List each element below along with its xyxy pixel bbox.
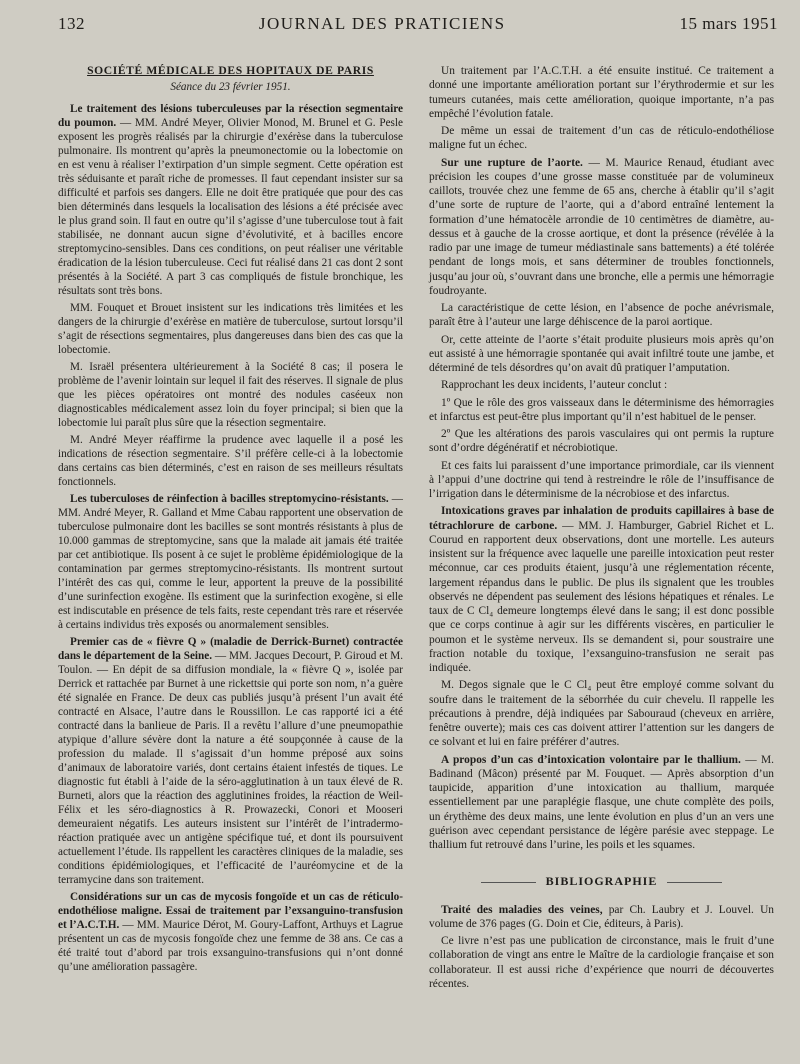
article-paragraph — [429, 753, 774, 853]
left-column — [58, 64, 403, 994]
article-paragraph — [429, 378, 774, 392]
article-text: — M. Maurice Renaud, étudiant avec précision les coupes d’une grosse masse constituée par de volumineux caillots, trouvée chez une femme de 65 ans, cherche à établir qu’il s’agit d’une sorte de rupture de l’aorte, qui a d’abord entraîné lentement la formation d’une hématocèle arrondie de 10 centimètres de diamètre, au-dessus et à gauche de la crosse aortique, et dont la présence (révélée à la radio par une image de tumeur médiastinale sans battements) a été tolérée pendant de longs mois, et sans déterminer de troubles fonctionnels, jusqu’au jour où, s’ouvrant dans une bronche, elle a permis une hémorragie foudroyante. — [429, 156, 774, 297]
article-text: — MM. Jacques Decourt, P. Giroud et M. Toulon. — En dépit de sa diffusion mondiale, la « fièvre Q », isolée par Derrick et rattachée par Burnet à une rickettsie qui porte son nom, n’a guère été signalée en France. De deux cas publiés jusqu’à présent l’un avait été contracté en Alsace, l’autre dans le Roussillon. Le cas rapporté ici a été contracté dans la banlieue de Paris. Il a revêtu l’allure d’une pneumopathie atypique d’allure sévère dont la nature a été soupçonnée à cause de la profession du malade. Il s’agissait d’un homme préposé aux soins d’animaux de laboratoire variés, dont certains étaient infestés de tiques. Le diagnostic fut établi à l’aide de la séro-agglutination à un taux élevé de R. Burneti, alors que la réaction des agglutinines froides, la réaction de Weil-Félix et les séro-diagnostics à R. Prowazecki, Conori et Mooseri demeuraient négatifs. Les auteurs insistent sur l’intérêt de l’intradermo-réaction pratiquée avec un antigène spécifique tué, et dont ils poursuivent actuellement l’étude. Ils rappellent les caractères cliniques de la maladie, ses conditions épidémiologiques, et l’efficacité de l’auréomycine et de la terramycine dans son traitement. — [58, 650, 404, 886]
article-heading: Traité des maladies des veines, — [441, 903, 603, 916]
article-text: 2º Que les altérations des parois vasculaires qui ont permis la rupture sont d’ordre dégénératif et nécrobiotique. — [429, 428, 774, 455]
text-columns — [58, 64, 778, 994]
article-paragraph — [58, 635, 403, 887]
article-heading: Sur une rupture de l’aorte. — [441, 156, 583, 169]
article-paragraph — [429, 124, 774, 153]
article-paragraph — [429, 459, 774, 502]
article-paragraph — [58, 890, 403, 974]
article-text: La caractéristique de cette lésion, en l’absence de poche anévrismale, paraît être à l’auteur une large déhiscence de la paroi aortique. — [429, 302, 774, 329]
article-paragraph — [429, 504, 774, 675]
article-paragraph — [429, 934, 774, 991]
article-text: De même un essai de traitement d’un cas de réticulo-endothéliose maligne fut un échec. — [429, 125, 774, 152]
article-text: 1º Que le rôle des gros vaisseaux dans le déterminisme des hémorragies et infarctus est peut-être plus important qu’il n’est habituel de le penser. — [429, 396, 774, 423]
article-text: — MM. André Meyer, Olivier Monod, M. Brunel et G. Pesle exposent les progrès réalisés par la chirurgie d’exérèse dans la tuberculose pulmonaire. Ils montrent qu’après la pneumonectomie ou la lobectomie on en est venu à réaliser l’extirpation d’un simple segment. Cette opération est très séduisante et paraît riche de promesses. Il faut cependant insister sur sa difficulté et parfois ses dangers. Elle ne doit être pratiquée que pour des cas bien déterminés dans lesquels la localisation des lésions a été précisée avec le plus grand soin. Il faut en outre qu’il s’agisse d’une tuberculose tout à fait stabilisée, ne donnant aucun signe d’évolutivité, et à bacilles encore streptomycino-sensibles. Dans ces conditions, on peut réaliser une véritable éradication de la lésion tuberculeuse. Ceci fut réalisé dans 21 cas dont 2 sont présentés à la Société. A part 3 cas compliqués de fistule bronchique, les résultats sont très bons. — [58, 117, 403, 297]
article-text: par Ch. Laubry et J. Louvel. Un volume de 376 pages (G. Doin et Cie, éditeurs, à Paris). — [429, 903, 774, 930]
right-column — [429, 64, 774, 994]
article-text: — MM. Maurice Dérot, M. Goury-Laffont, Arthuys et Lagrue présentent un cas de mycosis fongoïde chez une femme de 38 ans. Ce cas a été traité tout d’abord par trois exsanguino-transfusions qui n’ont donné qu’une amélioration passagère. — [58, 919, 403, 973]
article-paragraph — [58, 492, 403, 632]
running-header — [58, 14, 778, 34]
article-text: MM. Fouquet et Brouet insistent sur les indications très limitées et les dangers de la chirurgie d’exérèse en matière de tuberculose, surtout lorsqu’il s’agit de résections segmentaires, plus dangereuses dans bien des cas que la lobectomie. — [58, 302, 403, 356]
article-heading: Intoxications graves par inhalation de produits capillaires à base de tétrachlorure de carbone. — [429, 505, 774, 532]
article-paragraph — [429, 333, 774, 376]
article-text: Un traitement par l’A.C.T.H. a été ensuite institué. Ce traitement a donné une importante amélioration portant sur l’érythrodermie et sur les tumeurs cutanées, mais cette amélioration, quoique importante, n’a pas empêché l’évolution fatale. — [429, 65, 774, 120]
article-text: Or, cette atteinte de l’aorte s’était produite plusieurs mois après qu’on eut assisté à une hémorragie spontanée qui avait infiltré toute une jambe, et déterminé de tels désordres qu’on avait dû pratiquer l’amputation. — [429, 333, 774, 374]
article-paragraph — [58, 301, 403, 357]
article-text: Ce livre n’est pas une publication de circonstance, mais le fruit d’une collaboration de vingt ans entre le Maître de la cardiologie française et son collaborateur. Il est aussi riche d’expérience que nourri de découvertes récentes. — [429, 935, 774, 990]
seance-date: Séance du 23 février 1951. — [170, 81, 291, 93]
article-text: M. Degos signale que le C Cl₄ peut être employé comme solvant du soufre dans le traitement de la séborrhée du cuir chevelu. Il rappelle les précautions à prendre, déjà indiquées par Sabouraud (cheveux en arrière, fenêtre ouverte); mais ces cas doivent attirer l’attention sur les dangers de ce solvant et lui en faire préférer d’autres. — [429, 679, 774, 749]
article-paragraph — [429, 301, 774, 330]
bibliography-heading — [429, 874, 774, 888]
article-text: — M. Badinand (Mâcon) présenté par M. Fouquet. — Après absorption d’un taupicide, apparition d’une intoxication au thallium, marquée essentiellement par une paraplégie flasque, une chute complète des poils, un érythème des deux mains, une lente évolution en plus d’un an vers une guérison avec cependant persistance de légère parésie avec steppage. Le thallium fut retrouvé dans l’urine, les poils et les squames. — [429, 753, 775, 851]
bibliography-title: BIBLIOGRAPHIE — [545, 874, 658, 889]
article-heading: Premier cas de « fièvre Q » (maladie de Derrick-Burnet) contractée dans le département de la Seine. — [58, 636, 403, 662]
journal-title: JOURNAL DES PRATICIENS — [258, 14, 506, 33]
article-text: — MM. André Meyer, R. Galland et Mme Cabau rapportent une observation de tuberculose pulmonaire dont les bacilles se sont montrés résistants à plus de 10.000 gammas de streptomycine, sans que la malade ait jamais été traitée par cet antibiotique. Ils posent à ce sujet le problème épidémiologique de la contamination par germes streptomycino-résistants. Ils montrent surtout l’intérêt des cas qui, comme le leur, apportent la preuve de la possibilité d’une surinfection exogène. Ils estiment que la surinfection exogène, si elle est indiscutable en présence de tels faits, reste cependant très rare et réservée à certains individus très exposés ou anormalement sensibles. — [58, 493, 403, 631]
article-text: — MM. J. Hamburger, Gabriel Richet et L. Courud en rapportent deux observations, dont une mortelle. Les auteurs insistent sur la fréquence avec laquelle une pareille intoxication peut rester méconnue, car ces produits étaient, jusqu’à une réglementation récente, largement répandus dans le public. De plus ils signalent que les troubles observés ne dépendent pas seulement des lésions hépatiques et rénales. Le taux de C Cl₄ demeure longtemps élevé dans le sang; il est donc possible que ce corps continue à agir sur les différents viscères, en particulier le poumon et le système nerveux. Ils se demandent si, pour soustraire une fraction notable du toxique, l’exsanguino-transfusion ne serait pas indiquée. — [429, 519, 775, 674]
article-text: Rapprochant les deux incidents, l’auteur conclut : — [441, 379, 668, 392]
article-text: M. Israël présentera ultérieurement à la Société 8 cas; il posera le problème de l’avenir lointain sur lequel il fait des réserves. Il signale de plus que les pièces opératoires ont montré des nodules caséeux non diagnosticables médicalement assez loin du foyer principal; si bien que la lobectomie lui paraît plus sûre que la résection segmentaire. — [58, 361, 403, 429]
section-title: SOCIÉTÉ MÉDICALE DES HOPITAUX DE PARIS — [87, 64, 374, 77]
article-paragraph — [429, 396, 774, 425]
article-paragraph — [58, 102, 403, 298]
article-heading: A propos d’un cas d’intoxication volontaire par le thallium. — [441, 753, 741, 766]
article-paragraph — [429, 903, 774, 932]
article-heading: Le traitement des lésions tuberculeuses par la résection segmentaire du poumon. — [58, 103, 403, 129]
article-paragraph — [429, 64, 774, 121]
article-heading: Les tuberculoses de réinfection à bacilles streptomycino-résistants. — [70, 493, 389, 505]
article-paragraph — [429, 678, 774, 749]
article-paragraph — [58, 360, 403, 430]
article-text: Et ces faits lui paraissent d’une importance primordiale, car ils viennent à l’appui d’une doctrine qui tend à restreindre le rôle de l’insuffisance de l’irrigation dans le déterminisme de la nécrobiose et des infarctus. — [429, 459, 774, 500]
heading-rule — [481, 882, 536, 883]
article-paragraph — [429, 156, 774, 299]
page-number: 132 — [58, 14, 85, 33]
heading-rule — [667, 882, 722, 883]
article-paragraph — [58, 433, 403, 489]
issue-date: 15 mars 1951 — [679, 14, 778, 33]
article-text: M. André Meyer réaffirme la prudence avec laquelle il a posé les indications de résection segmentaire. S’il préfère celle-ci à la lobectomie dans certains cas bien déterminés, c’est en raison de ses meilleurs résultats fonctionnels. — [58, 434, 403, 488]
article-heading: Considérations sur un cas de mycosis fongoïde et un cas de réticulo-endothéliose maligne. Essai de traitement par l’exsanguino-transfusion et l’A.C.T.H. — [58, 891, 403, 931]
article-paragraph — [429, 427, 774, 456]
